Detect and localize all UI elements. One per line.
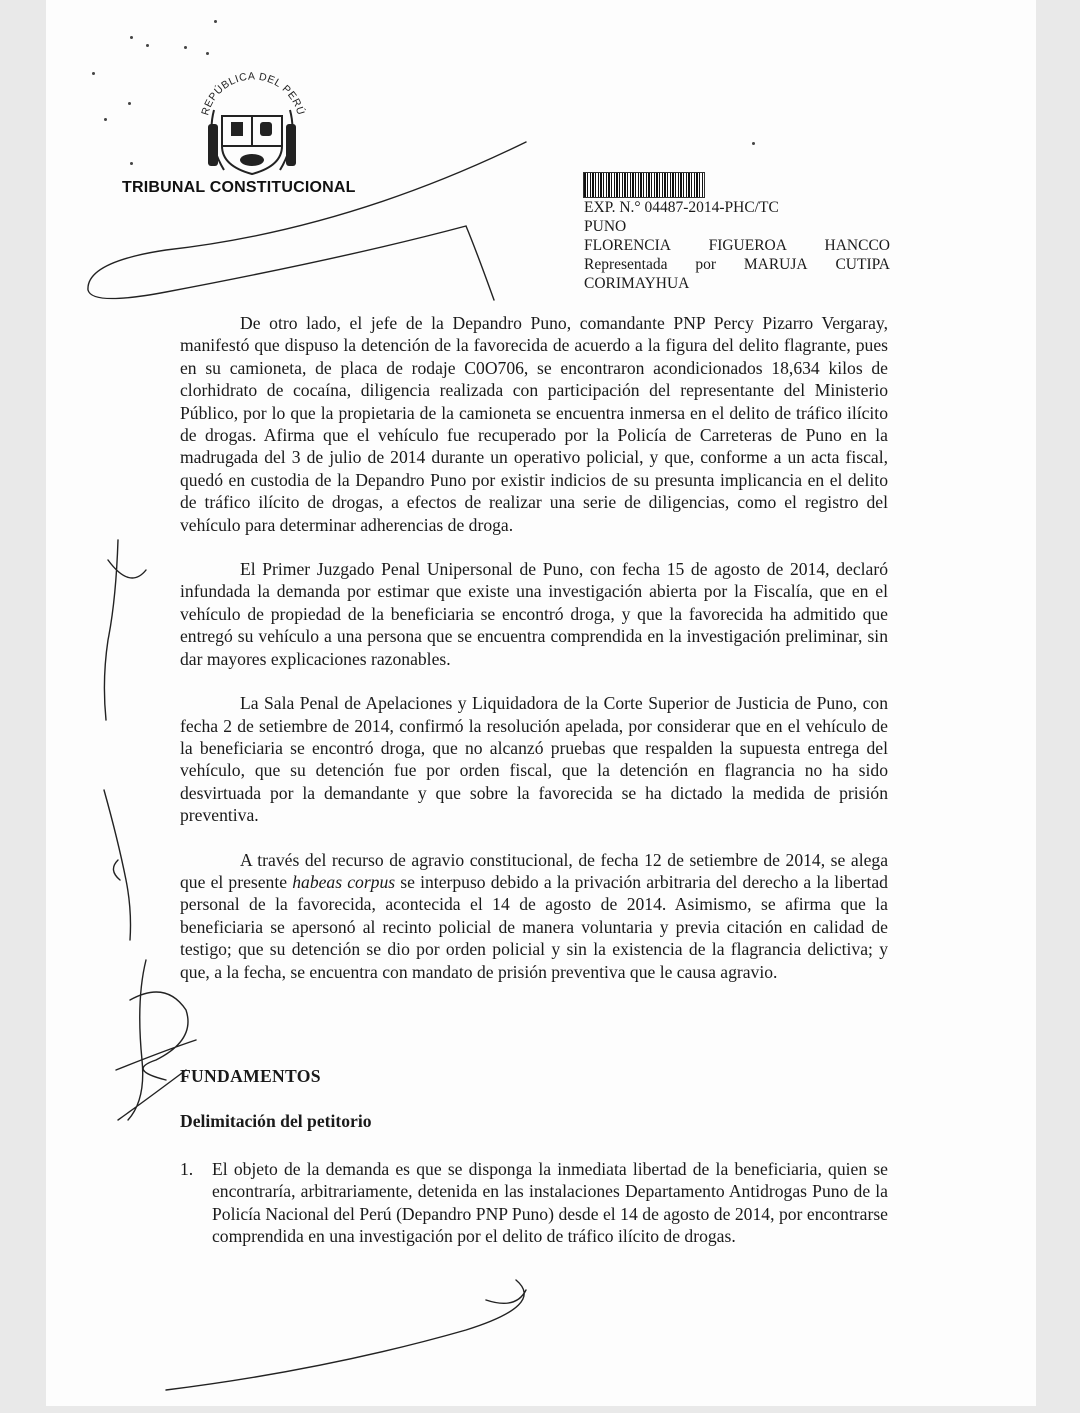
scan-speck xyxy=(206,52,209,55)
case-party-name xyxy=(584,236,890,255)
document-page xyxy=(46,0,1036,1406)
scan-speck xyxy=(104,118,107,121)
case-party-word: FIGUEROA xyxy=(708,237,787,254)
case-rep-word: Representada xyxy=(584,256,668,273)
case-number: EXP. N.° 04487-2014-PHC/TC xyxy=(584,199,779,216)
page-margin xyxy=(1036,0,1080,1413)
signature-stroke-1 xyxy=(104,540,146,720)
case-rep-word: por xyxy=(695,256,717,273)
case-info xyxy=(584,198,890,293)
paragraph xyxy=(180,849,888,983)
case-representative xyxy=(584,255,890,274)
paragraph: La Sala Penal de Apelaciones y Liquidadora de la Corte Superior de Justicia de Puno, con fecha 2 de setiembre de 2014, confirmó la resolución apelada, por considerar que en el vehículo de la beneficiaria se encontró droga, que no alcanzó pruebas que respalden la supuesta entrega del vehículo, que su detención fue por orden fiscal, que la detención en flagrancia no ha sido desvirtuada por la demandante y que sobre la favorecida se ha dictado la medida de prisión preventiva. xyxy=(180,693,888,826)
coat-of-arms-seal-icon xyxy=(194,70,310,182)
scan-speck xyxy=(184,46,187,49)
scan-speck xyxy=(128,102,131,105)
case-party-word: HANCCO xyxy=(824,237,890,254)
paragraph-italic: habeas corpus xyxy=(292,871,396,892)
seal-text: REPÚBLICA DEL PERÚ xyxy=(199,70,307,117)
institution-name: TRIBUNAL CONSTITUCIONAL xyxy=(122,179,356,196)
svg-text:REPÚBLICA DEL PERÚ xyxy=(199,70,307,116)
section-title: FUNDAMENTOS xyxy=(180,1066,321,1086)
scan-speck xyxy=(146,44,149,47)
case-rep-word: CUTIPA xyxy=(835,256,890,273)
item-text: El objeto de la demanda es que se disponga la inmediata libertad de la beneficiaria, quien se encontraría, arbitrariamente, detenida en las instalaciones Departamento Antidrogas Puno de la Policía Nacional del Perú (Depandro PNP Puno) desde el 14 de agosto de 2014, por encontrarse comprendida en una investigación por el delito de tráfico ilícito de drogas. xyxy=(212,1159,888,1247)
barcode xyxy=(583,172,705,198)
scan-speck xyxy=(130,36,133,39)
paragraph: El Primer Juzgado Penal Unipersonal de Puno, con fecha 15 de agosto de 2014, declaró infundada la demanda por estimar que existe una investigación abierta por la Fiscalía, que en el vehículo de propiedad de la beneficiaria se encontró droga, y que la favorecida ha admitido que entregó su vehículo a una persona que se encuentra comprendida en la investigación preliminar, sin dar mayores explicaciones razonables. xyxy=(180,559,888,669)
scan-speck xyxy=(92,72,95,75)
scan-speck xyxy=(130,162,133,165)
subsection-title: Delimitación del petitorio xyxy=(180,1111,372,1131)
scan-speck xyxy=(752,142,755,145)
case-rep-word: MARUJA xyxy=(743,256,808,273)
body-text xyxy=(180,312,888,983)
signature-stroke-3 xyxy=(116,960,196,1120)
case-rep-lastname: CORIMAYHUA xyxy=(584,275,690,292)
case-party-word: FLORENCIA xyxy=(584,237,671,254)
item-number: 1. xyxy=(180,1159,194,1179)
paragraph-text: A través del recurso de agravio constitucional, de fecha 12 de setiembre de 2014, se alega que el presente xyxy=(180,849,888,892)
paragraph-text: se interpuso debido a la privación arbitraria del derecho a la libertad personal de la favorecida, acontecida el 14 de agosto de 2014. Asimismo, se afirma que la beneficiaria se apersonó al recinto policial de manera voluntaria y previa citación en calidad de testigo; que su detención se dio por orden policial y sin la existencia de la flagrancia delictiva; y que, a la fecha, se encuentra con mandato de prisión preventiva que le causa agravio. xyxy=(180,871,888,982)
paragraph: De otro lado, el jefe de la Depandro Puno, comandante PNP Percy Pizarro Vergaray, manifestó que dispuso la detención de la favorecida de acuerdo a la figura del delito flagrante, pues en su camioneta, de placa de rodaje C0O706, se encontraron acondicionados 18,634 kilos de clorhidrato de cocaína, diligencia realizada con participación del representante del Ministerio Público, por lo que la propietaria de la camioneta se encuentra inmersa en el delito de tráfico ilícito de drogas. Afirma que el vehículo fue recuperado por la Policía de Carreteras de Puno en la madrugada del 3 de julio de 2014 durante un operativo policial, y que, conforme a un acta fiscal, quedó en custodia de la Depandro Puno por existir indicios de su presunta implicancia en el delito de tráfico ilícito de drogas, a efectos de realizar una serie de diligencias, como el registro del vehículo para determinar adherencias de droga. xyxy=(180,313,888,535)
pen-stroke-bottom xyxy=(166,1280,526,1390)
scan-speck xyxy=(214,20,217,23)
case-place: PUNO xyxy=(584,218,627,235)
numbered-item xyxy=(180,1158,888,1248)
signature-stroke-2 xyxy=(104,790,131,940)
